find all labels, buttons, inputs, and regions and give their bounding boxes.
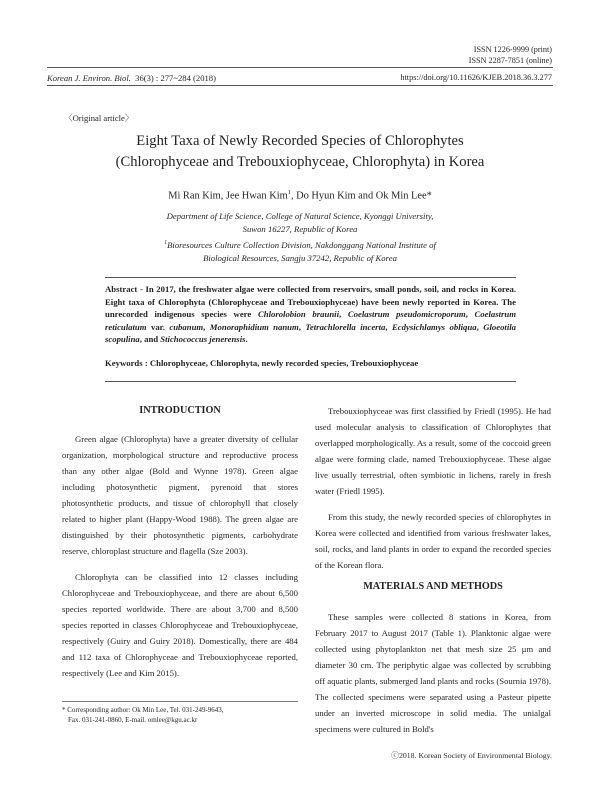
paragraph: From this study, the newly recorded species of chlorophytes in Korea were collected and identified from various freshwater lakes, soil, rocks, and land plants in order to expand the recorded species of the Korean flora.: [315, 512, 551, 570]
footnote-rule: [62, 701, 298, 702]
section-heading-introduction: INTRODUCTION: [139, 405, 221, 416]
abstract: Abstract - In 2017, the freshwater algae were collected from reservoirs, small ponds, soil, and rocks in Korea. Eight taxa of Chlorophyta (Chlorophyceae and Trebouxiophyceae) have been newly reported in Korea. The unrecorded indigenous species were Chlorolobion braunii, Coelastrum pseudomicroporum, Coelastrum reticulatum var. cubanum, Monoraphidium nanum, Tetrachlorella incerta, Ecdysichlamys obliqua, Gloeotila scopulina, and Stichococcus jenerensis.: [105, 284, 517, 344]
paper-title: [40, 131, 560, 173]
right-column-body: [315, 403, 551, 573]
paragraph: Trebouxiophyceae was first classified by Friedl (1995). He had used molecular analysis to classification of Chlorophytes that overlapped morphologically. As a result, some of the coccoid green algae were forming clade, named Trebouxiophyceae. These algae live usually terrestrial, often symbiotic in lichens, rarely in fresh water (Friedl 1995).: [315, 406, 551, 496]
header-top-rule: [47, 67, 553, 68]
journal-citation: [47, 73, 216, 83]
abstract-bottom-rule: [105, 381, 516, 382]
title-line-1: Eight Taxa of Newly Recorded Species of Chlorophytes: [136, 133, 464, 149]
introduction-body: [62, 431, 298, 681]
copyright-notice: ⓒ2018. Korean Society of Environmental Biology.: [391, 751, 552, 760]
issn-block: [469, 44, 552, 66]
doi-link[interactable]: https://doi.org/10.11626/KJEB.2018.36.3.277: [400, 73, 552, 82]
journal-name: Korean J. Environ. Biol.: [47, 73, 131, 83]
paragraph: These samples were collected 8 stations in Korea, from February 2017 to August 2017 (Table 1). Planktonic algae were collected using phytoplankton net that mesh size 25 μm and diameter 30 cm. The periphytic algae was collected by scrubbing off aquatic plants, submerged land plants and rocks (Sournia 1978). The collected specimens were separated using a Pasteur pipette under an inverted microscope in solid media. The unialgal specimens were cultured in Bold's: [315, 612, 551, 734]
keywords: Keywords : Chlorophyceae, Chlorophyta, newly recorded species, Trebouxiophyceae: [105, 358, 419, 368]
affiliation-1: Department of Life Science, College of Natural Science, Kyonggi University, Suwon 16227, Republic of Korea: [166, 211, 434, 235]
methods-body: [315, 609, 551, 737]
paragraph: Chlorophyta can be classified into 12 classes including Chlorophyceae and Trebouxiophyceae, and there are about 6,500 species reported worldwide. There are about 3,700 and 8,500 species reported in classes Chlorophyceae and Trebouxiophyceae, respectively (Guiry and Guiry 2018). Domestically, there are 484 and 112 taxa of Chlorophyceae and Trebouxiophyceae reported, respectively (Lee and Kim 2015).: [62, 572, 298, 678]
affiliation-2: $^1$Bioresources Culture Collection Division, Nakdonggang National Institute of Biological Resources, Sangju 37242, Republic of Korea: [164, 239, 436, 264]
paragraph: Green algae (Chlorophyta) have a greater diversity of cellular organization, morphological structure and reproductive process than any other algae (Bold and Wynne 1978). Green algae including photosynthetic pigment, pyrenoid that stores photosynthetic products, and tissue of chlorophyll that closely related to higher plant (Happy-Wood 1988). The green algae are distinguished by their photosynthetic pigments, carbohydrate reserve, chloroplast structure and flagella (Sze 2003).: [62, 434, 298, 556]
section-heading-methods: MATERIALS AND METHODS: [363, 581, 503, 592]
issn-online: ISSN 2287-7851 (online): [468, 56, 552, 65]
author-list: Mi Ran Kim, Jee Hwan Kim$^1$, Do Hyun Kim and Ok Min Lee*: [168, 189, 432, 202]
issn-print: ISSN 1226-9999 (print): [473, 45, 552, 54]
abstract-top-rule: [105, 277, 516, 278]
corresponding-footnote: * Corresponding author: Ok Min Lee, Tel. 031-249-9643, Fax. 031-241-0860, E-mail. omlee@kgu.ac.kr: [62, 706, 224, 724]
header-bottom-rule: [47, 85, 553, 86]
journal-volume: 36(3) : 277~284 (2018): [135, 73, 216, 83]
title-line-2: (Chlorophyceae and Trebouxiophyceae, Chlorophyta) in Korea: [115, 154, 485, 170]
article-type: 〈Original article〉: [64, 113, 134, 123]
